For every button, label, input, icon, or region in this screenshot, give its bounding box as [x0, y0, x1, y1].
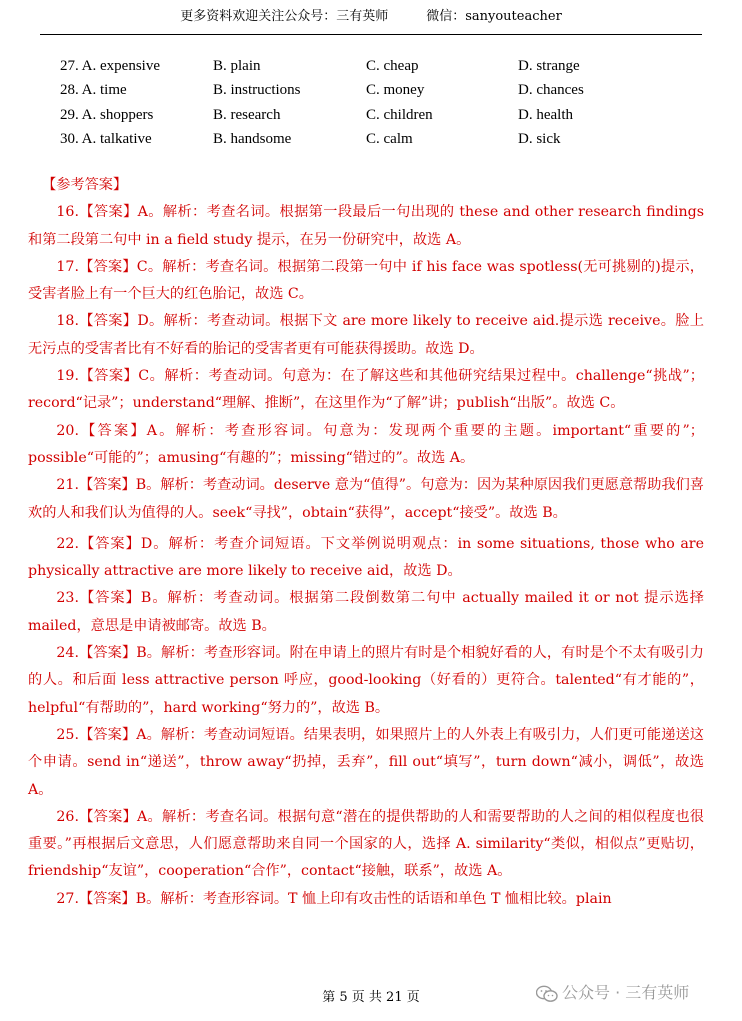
answer-tag: 【答案】: [78, 890, 136, 907]
option-row: [60, 54, 638, 79]
answer-number: 18.: [56, 313, 79, 330]
answer-text: B。解析：考查动词。deserve 意为“值得”。句意为：因为某种原因我们更愿意帮助我们喜欢的人和我们认为值得的人。seek“寻找”，obtain“获得”，accept“接受”。故选 B。: [28, 477, 704, 521]
answer-number: 16.: [56, 204, 79, 221]
answer-item: [28, 308, 704, 363]
answer-number: 27.: [56, 890, 79, 907]
option-cell: C. money: [366, 82, 425, 99]
answer-number: 22.: [56, 535, 79, 552]
answer-item: [28, 585, 704, 640]
answer-tag: 【答案】: [78, 590, 141, 607]
answer-text: B。解析：考查动词。根据第二段倒数第二句中 actually mailed it or not 提示选择 mailed，意思是申请被邮寄。故选 B。: [28, 590, 704, 634]
option-cell: C. calm: [366, 131, 413, 148]
answer-number: 17.: [56, 258, 79, 275]
answer-text: A。解析：考查名词。根据句意“潜在的提供帮助的人和需要帮助的人之间的相似程度也很重要。”再根据后文意思，人们愿意帮助来自同一个国家的人，选择 A. similarity“类似，相似点”更贴切，friendship“友谊”，cooperation“合作”，contact“接触，联系”，故选 A。: [28, 808, 704, 880]
answer-item: [28, 254, 704, 309]
option-cell: 30. A. talkative: [60, 131, 152, 148]
answer-tag: 【答案】: [78, 477, 136, 494]
answer-text: A。解析：考查动词短语。结果表明，如果照片上的人外表上有吸引力，人们更可能递送这个申请。send in“递送”，throw away“扔掉，丢弃”，fill out“填写”，turn down“减小，调低”，故选 A。: [28, 726, 704, 798]
reference-title: 【参考答案】: [42, 177, 128, 193]
page-header: [40, 0, 702, 35]
option-cell: B. plain: [213, 57, 261, 74]
answer-number: 26.: [56, 808, 79, 825]
answer-tag: 【答案】: [78, 258, 137, 275]
answer-text: A。解析：考查形容词。句意为：发现两个重要的主题。important“重要的”；possible“可能的”；amusing“有趣的”；missing“错过的”。故选 A。: [28, 422, 704, 466]
answer-item: [28, 472, 704, 527]
options-table: [60, 54, 638, 152]
answer-tag: 【答案】: [78, 204, 138, 221]
answer-tag: 【答案】: [78, 313, 138, 330]
header-left-text: 更多资料欢迎关注公众号：三有英师: [180, 9, 389, 24]
answer-tag: 【答案】: [78, 645, 137, 662]
answer-text: D。解析：考查动词。根据下文 are more likely to receive aid.提示选 receive。脸上无污点的受害者比有不好看的胎记的受害者更有可能获得援助。故选 D。: [28, 313, 704, 357]
wechat-watermark: [536, 981, 726, 1005]
answer-text: A。解析：考查名词。根据第一段最后一句出现的 these and other research findings 和第二段第二句中 in a field study 提示，在另一份研究中，故选 A。: [28, 204, 704, 248]
option-row: [60, 128, 638, 153]
page-footer: 第 5 页 共 21 页: [322, 990, 420, 1005]
answer-section: [28, 172, 704, 913]
option-cell: B. handsome: [213, 131, 292, 148]
answer-tag: 【答案】: [78, 535, 141, 552]
option-cell: D. sick: [518, 131, 561, 148]
answer-number: 20.: [56, 422, 79, 439]
option-cell: C. cheap: [366, 57, 419, 74]
header-right-text: 微信：sanyouteacher: [426, 9, 562, 24]
answer-text: B。解析：考查形容词。T 恤上印有攻击性的话语和单色 T 恤相比较。plain: [135, 890, 612, 907]
answer-number: 25.: [56, 726, 79, 743]
answer-item: [28, 199, 704, 254]
answer-text: C。解析：考查动词。句意为：在了解这些和其他研究结果过程中。challenge“挑战”；record“记录”；understand“理解、推断”，在这里作为“了解”讲；publish“出版”。故选 C。: [28, 368, 704, 412]
answer-tag: 【答案】: [78, 808, 138, 825]
option-cell: C. children: [366, 106, 433, 123]
option-cell: 28. A. time: [60, 82, 127, 99]
answer-item: [28, 418, 704, 473]
answer-tag: 【答案】: [78, 422, 147, 439]
answer-tag: 【答案】: [78, 368, 139, 385]
answer-number: 21.: [56, 477, 79, 494]
answer-item: [28, 886, 704, 913]
answer-number: 19.: [56, 368, 79, 385]
option-cell: B. research: [213, 106, 281, 123]
answer-tag: 【答案】: [78, 726, 137, 743]
answer-text: D。解析：考查介词短语。下文举例说明观点：in some situations, those who are physically attractive are more likely to receive aid，故选 D。: [28, 535, 704, 580]
answer-item: [28, 363, 704, 418]
option-cell: 27. A. expensive: [60, 57, 160, 74]
answer-item: [28, 722, 704, 804]
option-cell: B. instructions: [213, 82, 301, 99]
answer-text: B。解析：考查形容词。附在申请上的照片有时是个相貌好看的人，有时是个不太有吸引力的人。和后面 less attractive person 呼应，good-looking（好看的）更符合。talented“有才能的”，helpful“有帮助的”，hard working“努力的”，故选 B。: [28, 645, 704, 716]
option-row: [60, 103, 638, 128]
answer-item: [28, 640, 704, 722]
option-cell: D. chances: [518, 82, 584, 99]
option-cell: 29. A. shoppers: [60, 106, 154, 123]
option-cell: D. strange: [518, 57, 580, 74]
option-row: [60, 79, 638, 104]
wechat-icon: [536, 985, 558, 1003]
option-cell: D. health: [518, 106, 573, 123]
answer-number: 24.: [56, 645, 79, 662]
answer-item: [28, 804, 704, 886]
watermark-text: 公众号 · 三有英师: [562, 983, 690, 1002]
answer-item: [28, 531, 704, 586]
answer-text: C。解析：考查名词。根据第二段第一句中 if his face was spotless(无可挑剔的)提示，受害者脸上有一个巨大的红色胎记，故选 C。: [28, 258, 704, 303]
answer-number: 23.: [56, 590, 79, 607]
